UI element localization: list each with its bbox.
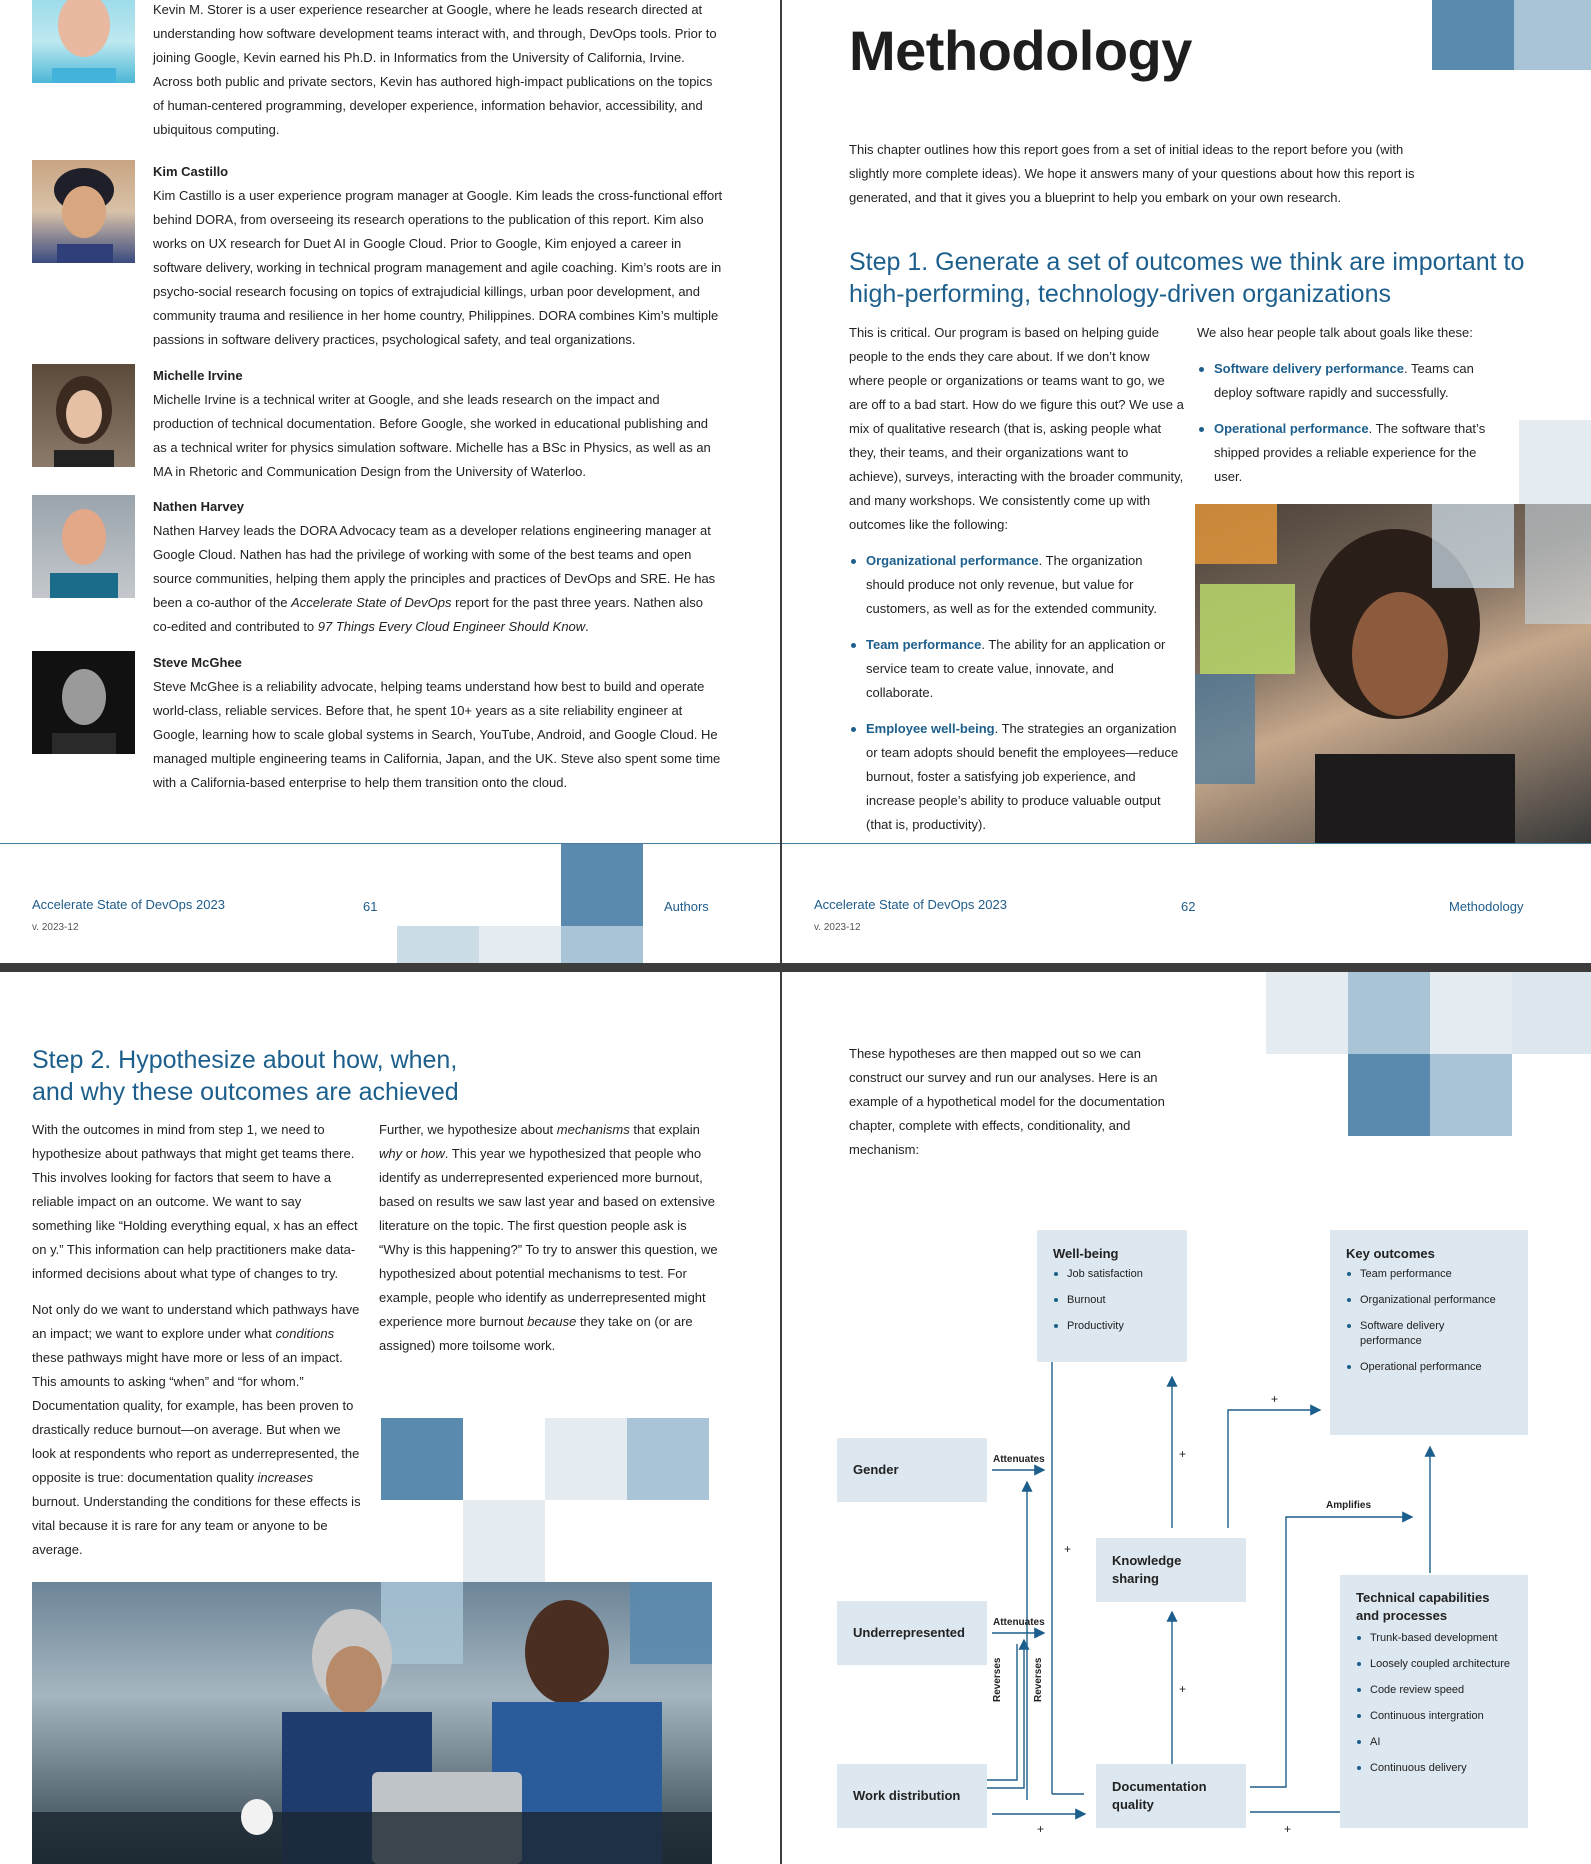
step1-column-2 [1197, 321, 1497, 501]
author-bio-text: Kim Castillo is a user experience program manager at Google. Kim leads the cross-functional effort behind DORA, from overseeing its research operations to the publication of this report. Kim also works on UX research for Duet AI in Google Cloud. Prior to Google, Kim enjoyed a career in software delivery, working in technical program management and agile coaching. Kim’s roots are in psycho-social research focusing on topics of extrajudicial killings, urban poor development, and community trauma and resilience in her home country, Philippines. DORA combines Kim’s multiple passions in software delivery practices, psychological safety, and teal organizations. [153, 188, 723, 347]
knowledge-sharing-node [1096, 1538, 1246, 1602]
bullet-term: Employee well-being [866, 721, 995, 736]
list-item: Loosely coupled architecture [1356, 1657, 1528, 1672]
box-title: Key outcomes [1346, 1246, 1435, 1261]
footer-version: v. 2023-12 [32, 922, 79, 933]
bullet-text: . The ability for an application or service team to create value, innovate, and collaborate. [866, 637, 1166, 700]
paragraph-text: . This year we hypothesized that people who identify as underrepresented experienced more burnout, based on results we saw last year and based on extensive literature on the topic. The first question people ask is “Why is this happening?” To try to answer this question, we hypothesized about potential mechanisms to test. For example, people who identify as underrepresented might experience more burnout [379, 1146, 718, 1329]
list-item [1197, 357, 1497, 405]
step2-paragraph [32, 1298, 362, 1562]
step2-paragraph [32, 1118, 362, 1286]
attenuates-label: Attenuates [993, 1454, 1045, 1465]
paragraph-text: burnout. Understanding the conditions for these effects is vital because it is rare for any team or anyone to be average. [32, 1494, 361, 1557]
gender-node [837, 1438, 987, 1502]
bullet-text: . The software that’s shipped provides a reliable experience for the user. [1214, 421, 1486, 484]
node-label: Work distribution [853, 1788, 961, 1803]
decor-square [463, 1500, 545, 1582]
plus-sign: + [1064, 1542, 1072, 1556]
wellbeing-box [1037, 1230, 1187, 1362]
bullet-text: . The organization should produce not only revenue, but value for customers, as well as for the extended community. [866, 553, 1157, 616]
decor-square [1519, 420, 1591, 504]
list-item: AI [1356, 1735, 1528, 1750]
key-outcomes-box [1330, 1230, 1528, 1435]
decor-square [561, 844, 643, 926]
report-title-italic: Accelerate State of DevOps [291, 595, 452, 610]
author-name: Steve McGhee [153, 655, 242, 670]
footer-version: v. 2023-12 [814, 922, 861, 933]
emphasis: increases [257, 1470, 314, 1485]
tech-capabilities-box [1340, 1575, 1528, 1828]
footer-page-number: 61 [363, 899, 378, 914]
paragraph-text: or [402, 1146, 421, 1161]
step1-heading: Step 1. Generate a set of outcomes we think are important to high-performing, technology-driven organizations [849, 248, 1525, 308]
author-bio [153, 651, 723, 795]
author-bio [153, 495, 723, 639]
author-photo [32, 364, 135, 467]
plus-sign: + [1037, 1822, 1045, 1836]
underrepresented-node [837, 1601, 987, 1665]
plus-sign: + [1284, 1822, 1292, 1836]
list-item [849, 549, 1184, 621]
paragraph-text: Further, we hypothesize about [379, 1122, 557, 1137]
goals-intro: We also hear people talk about goals like these: [1197, 325, 1473, 340]
list-item: Continuous intergration [1356, 1709, 1528, 1724]
page-footer [782, 843, 1591, 963]
list-item: Trunk-based development [1356, 1631, 1528, 1646]
woman-thinking-photo [1195, 504, 1591, 843]
outcomes-list [849, 549, 1184, 837]
list-item: Code review speed [1356, 1683, 1528, 1698]
step2-page [0, 972, 780, 1864]
reverses-label: Reverses [992, 1657, 1003, 1702]
wellbeing-list [1037, 1267, 1187, 1334]
author-bio-text: Steve McGhee is a reliability advocate, helping teams understand how best to build and operate world-class, reliable services. Before that, he spent 10+ years as a site reliability engineer at Google, learning how to scale global systems in Search, YouTube, Android, and Google Cloud. He managed multiple engineering teams in California, Japan, and the UK. Steve also spent some time with a California-based enterprise to help them transition onto the cloud. [153, 679, 721, 790]
paragraph-text: they take on (or are assigned) more toilsome work. [379, 1314, 693, 1353]
step1-column-1 [849, 321, 1184, 849]
reverses-label: Reverses [1033, 1657, 1044, 1702]
decor-square [1514, 0, 1591, 70]
author-bio-text: . [585, 619, 589, 634]
author-photo [32, 0, 135, 83]
bullet-text: . The strategies an organization or team adopts should benefit the employees—reduce burnout, foster a satisfying job experience, and increase people’s ability to produce valuable output (that is, productivity). [866, 721, 1179, 832]
author-photo [32, 495, 135, 598]
key-outcomes-list [1330, 1267, 1496, 1375]
box-title: Well-being [1053, 1246, 1119, 1261]
list-item [1197, 417, 1497, 489]
step2-heading: Step 2. Hypothesize about how, when, and why these outcomes are achieved [32, 1046, 459, 1106]
bullet-term: Organizational performance [866, 553, 1039, 568]
amplifies-label: Amplifies [1326, 1500, 1372, 1511]
work-distribution-node [837, 1764, 987, 1828]
node-label: Knowledge sharing [1112, 1553, 1182, 1586]
box-title: Technical capabilities and processes [1356, 1590, 1490, 1623]
footer-report-title: Accelerate State of DevOps 2023 [32, 897, 225, 912]
step2-column-2 [379, 1118, 719, 1358]
plus-sign: + [1179, 1447, 1187, 1461]
meeting-photo [32, 1582, 712, 1864]
decor-square [479, 926, 561, 963]
attenuates-label: Attenuates [993, 1617, 1045, 1628]
bullet-text: . Teams can deploy software rapidly and successfully. [1214, 361, 1474, 400]
step2-column-1 [32, 1118, 362, 1562]
list-item: Software delivery performance [1346, 1319, 1496, 1349]
methodology-page [782, 0, 1591, 963]
plus-sign: + [1271, 1392, 1279, 1406]
author-photo [32, 651, 135, 754]
model-intro: These hypotheses are then mapped out so we can construct our survey and run our analyses. Here is an example of a hypothetical model for the documentation chapter, complete with effects, conditionality, and mechanism: [849, 1046, 1165, 1157]
decor-square [381, 1418, 463, 1500]
bullet-term: Software delivery performance [1214, 361, 1405, 376]
decor-square [397, 926, 479, 963]
list-item: Productivity [1053, 1319, 1187, 1334]
author-bio-text: report for the past three years. Nathen also co-edited and contributed to [153, 595, 703, 634]
footer-section: Authors [664, 899, 709, 914]
emphasis: why [379, 1146, 403, 1161]
author-photo [32, 160, 135, 263]
paragraph-text: With the outcomes in mind from step 1, we need to hypothesize about pathways that might get teams there. This involves looking for factors that seem to have a reliable impact on an outcome. We want to say something like “Holding everything equal, x has an effect on y.” This information can help practitioners make data-informed decisions about what type of changes to try. [32, 1122, 358, 1281]
emphasis: mechanisms [556, 1122, 630, 1137]
footer-report-title: Accelerate State of DevOps 2023 [814, 897, 1007, 912]
footer-page-number: 62 [1181, 899, 1196, 914]
list-item: Team performance [1346, 1267, 1496, 1282]
model-page [782, 972, 1591, 1864]
author-bio-text: Michelle Irvine is a technical writer at Google, and she leads research on the impact and production of technical documentation. Before Google, she worked in educational publishing and as a technical writer for physics simulation software. Michelle has a BSc in Physics, as well as an MA in Rhetoric and Communication Design from the University of Waterloo. [153, 392, 711, 479]
decor-square [545, 1418, 627, 1500]
author-bio [153, 364, 723, 484]
node-label: Underrepresented [853, 1625, 965, 1640]
footer-section: Methodology [1449, 899, 1524, 914]
author-bio [153, 160, 723, 352]
author-bio: Kevin M. Storer is a user experience researcher at Google, where he leads research directed at understanding how software development teams interact with, and through, DevOps tools. Prior to joining Google, Kevin earned his Ph.D. in Informatics from the University of California, Irvine. Across both public and private sectors, Kevin has authored high-impact publications on the topics of human-centered programming, developer experience, information behavior, accessibility, and ubiquitous computing. [153, 2, 717, 137]
intro-paragraph: This chapter outlines how this report goes from a set of initial ideas to the report before you (with slightly more complete ideas). We hope it answers many of your questions about how this report is generated, and that it gives you a blueprint to help you embark on your own research. [849, 142, 1415, 205]
decor-square [627, 1418, 709, 1500]
goals-list [1197, 357, 1497, 489]
page-title: Methodology [849, 19, 1192, 82]
list-item: Continuous delivery [1356, 1761, 1528, 1776]
author-name: Kim Castillo [153, 164, 229, 179]
node-label: Gender [853, 1462, 899, 1477]
author-name: Nathen Harvey [153, 499, 245, 514]
bullet-term: Team performance [866, 637, 982, 652]
list-item: Job satisfaction [1053, 1267, 1187, 1282]
step1-body: This is critical. Our program is based on helping guide people to the ends they care about. If we don’t know where people or organizations or teams want to go, we are off to a bad start. How do we figure this out? We use a mix of qualitative research (that is, asking people what they, their teams, and their organizations want to achieve), surveys, interacting with the broader community, and many workshops. We consistently come up with outcomes like the following: [849, 325, 1184, 532]
emphasis: because [527, 1314, 577, 1329]
bullet-term: Operational performance [1214, 421, 1369, 436]
emphasis: how [420, 1146, 445, 1161]
list-item [849, 717, 1184, 837]
author-name: Michelle Irvine [153, 368, 243, 383]
tech-list [1340, 1631, 1528, 1776]
decor-square [561, 926, 643, 963]
list-item: Organizational performance [1346, 1293, 1496, 1308]
page-footer [0, 843, 780, 963]
node-label: Documentation quality [1112, 1779, 1207, 1812]
paragraph-text: that explain [629, 1122, 700, 1137]
list-item: Operational performance [1346, 1360, 1496, 1375]
plus-sign: + [1179, 1682, 1187, 1696]
author-bio-text: Nathen Harvey leads the DORA Advocacy team as a developer relations engineering manager at Google Cloud. Nathen has had the privilege of working with some of the best teams and open source communities, helping them apply the principles and practices of DevOps and SRE. He has been a co-author of the [153, 523, 716, 610]
decor-square [1432, 504, 1514, 588]
documentation-quality-node [1096, 1764, 1246, 1828]
list-item: Burnout [1053, 1293, 1187, 1308]
decor-square [1432, 0, 1514, 70]
paragraph-text: Not only do we want to understand which pathways have an impact; we want to explore under what [32, 1302, 360, 1341]
book-title-italic: 97 Things Every Cloud Engineer Should Know [317, 619, 586, 634]
list-item [849, 633, 1184, 705]
emphasis: conditions [275, 1326, 335, 1341]
paragraph-text: these pathways might have more or less of an impact. This amounts to asking “when” and “for whom.” Documentation quality, for example, has been proven to drastically reduce burnout—on average. But when we look at respondents who report as underrepresented, the opposite is true: documentation quality [32, 1350, 360, 1485]
authors-page [0, 0, 780, 963]
